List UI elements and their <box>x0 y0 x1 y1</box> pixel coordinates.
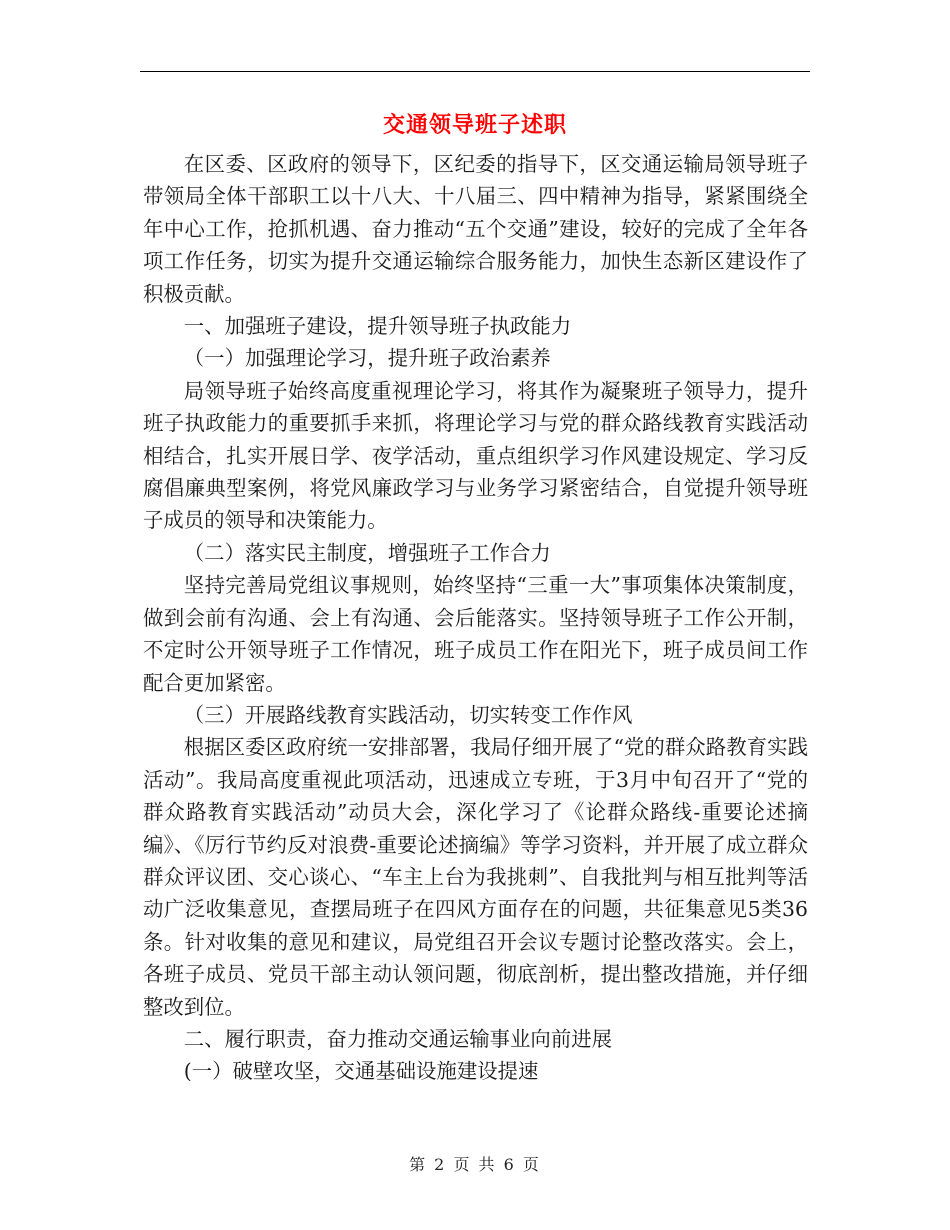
subsection-heading-2-1: (一）破壁攻坚，交通基础设施建设提速 <box>183 1059 539 1084</box>
document-title: 交通领导班子述职 <box>382 112 567 138</box>
document-body <box>143 148 808 1088</box>
subsection-heading-1-2: （二）落实民主制度，增强班子工作合力 <box>183 540 551 565</box>
section-heading-1: 一、加强班子建设，提升领导班子执政能力 <box>183 314 572 339</box>
intro-paragraph: 在区委、区政府的领导下，区纪委的指导下，区交通运输局领导班子带领局全体干部职工以十八大、十八届三、四中精神为指导，紧紧围绕全年中心工作，抢抓机遇、奋力推动“五个交通”建设，较好的完成了全年各项工作任务，切实为提升交通运输综合服务能力，加快生态新区建设作了积极贡献。 <box>143 152 808 306</box>
section-heading-2: 二、履行职责，奋力推动交通运输事业向前进展 <box>183 1026 612 1051</box>
body-paragraph: 坚持完善局党组议事规则，始终坚持“三重一大”事项集体决策制度，做到会前有沟通、会上有沟通、会后能落实。坚持领导班子工作公开制，不定时公开领导班子工作情况，班子成员工作在阳光下，班子成员间工作配合更加紧密。 <box>143 573 808 695</box>
body-paragraph: 局领导班子始终高度重视理论学习，将其作为凝聚班子领导力，提升班子执政能力的重要抓手来抓，将理论学习与党的群众路线教育实践活动相结合，扎实开展日学、夜学活动，重点组织学习作风建设规定、学习反腐倡廉典型案例，将党风廉政学习与业务学习紧密结合，自觉提升领导班子成员的领导和决策能力。 <box>143 378 808 533</box>
subsection-heading-1-3: （三）开展路线教育实践活动，切实转变工作作风 <box>183 702 633 727</box>
header-rule <box>140 71 810 72</box>
body-paragraph: 根据区委区政府统一安排部署，我局仔细开展了“党的群众路教育实践活动”。我局高度重视此项活动，迅速成立专班，于3月中旬召开了“党的群众路教育实践活动”动员大会，深化学习了《论群众路线-重要论述摘编》、《厉行节约反对浪费-重要论述摘编》等学习资料，并开展了成立群众群众评议团、交心谈心、“车主上台为我挑刺”、自我批判与相互批判等活动广泛收集意见，查摆局班子在四风方面存在的问题，共征集意见5类36条。针对收集的意见和建议，局党组召开会议专题讨论整改落实。会上，各班子成员、党员干部主动认领问题，彻底剖析，提出整改措施，并仔细整改到位。 <box>143 735 808 1019</box>
page-number-footer: 第 2 页 共 6 页 <box>409 1155 541 1174</box>
subsection-heading-1-1: （一）加强理论学习，提升班子政治素养 <box>183 346 551 371</box>
